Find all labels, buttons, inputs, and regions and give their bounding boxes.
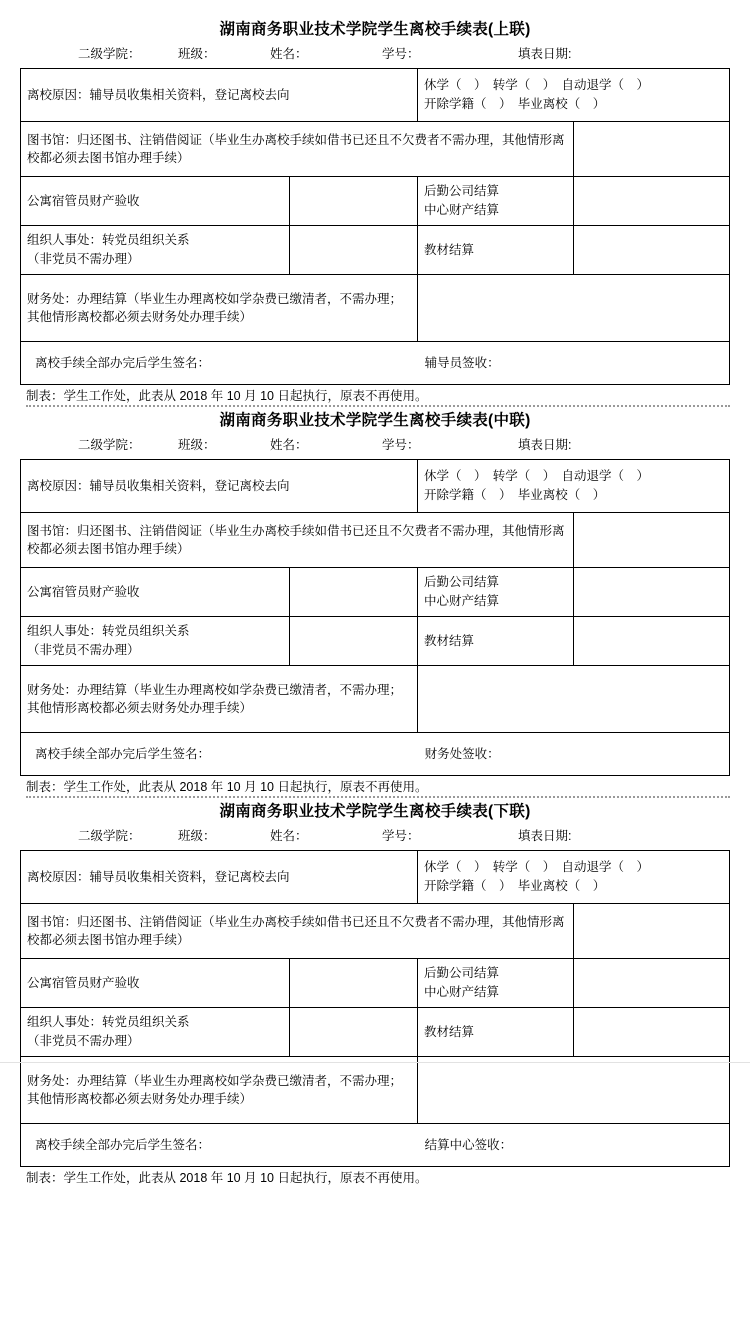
reason-label: 离校原因：辅导员收集相关资料，登记离校去向 [21,850,418,903]
choice-line-1: 休学（ ） 转学（ ） 自动退学（ ） [424,77,650,92]
meta-name: 姓名： [270,829,308,844]
table-row-dorm [21,567,730,616]
logistics-signature-cell[interactable] [574,176,730,225]
table-row-reason [21,459,730,512]
table-row-finance [21,1056,730,1123]
table-row-finance [21,274,730,341]
form-footnote [20,776,730,797]
footnote-text: 制表：学生工作处，此表从 2018 年 10 月 10 日起执行，原表不再使用。 [26,779,428,794]
logistics-label [418,176,574,225]
meta-student-id: 学号： [382,47,420,62]
logistics-signature-cell[interactable] [574,958,730,1007]
dorm-label: 公寓宿管员财产验收 [21,958,290,1007]
table-row-reason [21,68,730,121]
receiver-signature-label: 财务处签收： [424,746,500,761]
org-line-2: （非党员不需办理） [27,1033,140,1048]
org-label [21,616,290,665]
meta-date: 填表日期: [518,829,572,844]
library-label: 图书馆：归还图书、注销借阅证（毕业生办离校手续如借书已还且不欠费者不需办理，其他情形离校都必须去图书馆办理手续） [21,512,574,567]
logistics-line-1: 后勤公司结算 [424,575,500,590]
reason-choices [418,68,730,121]
reason-label: 离校原因：辅导员收集相关资料，登记离校去向 [21,459,418,512]
meta-date: 填表日期: [518,47,572,62]
org-label [21,1007,290,1056]
footnote-text: 制表：学生工作处，此表从 2018 年 10 月 10 日起执行，原表不再使用。 [26,388,428,403]
reason-label: 离校原因：辅导员收集相关资料，登记离校去向 [21,68,418,121]
library-label: 图书馆：归还图书、注销借阅证（毕业生办离校手续如借书已还且不欠费者不需办理，其他情形离校都必须去图书馆办理手续） [21,903,574,958]
finance-signature-cell[interactable] [418,665,730,732]
meta-student-id: 学号： [382,438,420,453]
dorm-signature-cell[interactable] [290,958,418,1007]
receiver-signature-label: 结算中心签收： [424,1137,513,1152]
table-row-library [21,512,730,567]
table-row-signature [21,1123,730,1166]
textbook-label: 教材结算 [418,616,574,665]
org-signature-cell[interactable] [290,225,418,274]
logistics-line-2: 中心财产结算 [424,202,500,217]
form-block-middle [20,411,730,796]
table-row-library [21,903,730,958]
student-signature-label: 离校手续全部办完后学生签名： [35,1137,211,1152]
org-signature-cell[interactable] [290,616,418,665]
table-row-dorm [21,176,730,225]
table-row-finance [21,665,730,732]
org-line-2: （非党员不需办理） [27,251,140,266]
textbook-signature-cell[interactable] [574,616,730,665]
meta-college: 二级学院： [78,438,141,453]
library-signature-cell[interactable] [574,903,730,958]
textbook-label: 教材结算 [418,225,574,274]
meta-date: 填表日期: [518,438,572,453]
choice-line-1: 休学（ ） 转学（ ） 自动退学（ ） [424,860,650,875]
form-meta-row [20,828,730,850]
finance-label: 财务处：办理结算（毕业生办理离校如学杂费已缴清者，不需办理；其他情形离校都必须去财务处办理手续） [21,274,418,341]
page-bottom-divider [0,1062,750,1063]
form-meta-row [20,46,730,68]
logistics-line-2: 中心财产结算 [424,593,500,608]
meta-college: 二级学院： [78,829,141,844]
table-row-signature [21,732,730,775]
form-table [20,68,730,385]
finance-label: 财务处：办理结算（毕业生办理离校如学杂费已缴清者，不需办理；其他情形离校都必须去财务处办理手续） [21,1056,418,1123]
form-table [20,850,730,1167]
org-line-2: （非党员不需办理） [27,642,140,657]
form-footnote [20,385,730,406]
student-signature-label: 离校手续全部办完后学生签名： [35,355,211,370]
org-line-1: 组织人事处：转党员组织关系 [27,232,190,247]
finance-signature-cell[interactable] [418,1056,730,1123]
form-title: 湖南商务职业技术学院学生离校手续表(上联) [219,21,531,38]
logistics-signature-cell[interactable] [574,567,730,616]
choice-line-2: 开除学籍（ ） 毕业离校（ ） [424,96,606,111]
footnote-text: 制表：学生工作处，此表从 2018 年 10 月 10 日起执行，原表不再使用。 [26,1170,428,1185]
org-line-1: 组织人事处：转党员组织关系 [27,624,190,639]
signature-cell [21,341,730,384]
signature-cell [21,1123,730,1166]
form-footnote [20,1167,730,1188]
meta-name: 姓名： [270,438,308,453]
student-signature-label: 离校手续全部办完后学生签名： [35,746,211,761]
table-row-org [21,225,730,274]
choice-line-2: 开除学籍（ ） 毕业离校（ ） [424,878,606,893]
meta-class: 班级： [178,829,216,844]
library-label: 图书馆：归还图书、注销借阅证（毕业生办离校手续如借书已还且不欠费者不需办理，其他情形离校都必须去图书馆办理手续） [21,121,574,176]
table-row-reason [21,850,730,903]
choice-line-1: 休学（ ） 转学（ ） 自动退学（ ） [424,469,650,484]
textbook-signature-cell[interactable] [574,1007,730,1056]
signature-cell [21,732,730,775]
textbook-label: 教材结算 [418,1007,574,1056]
org-signature-cell[interactable] [290,1007,418,1056]
table-row-signature [21,341,730,384]
logistics-line-2: 中心财产结算 [424,984,500,999]
meta-class: 班级： [178,438,216,453]
finance-label: 财务处：办理结算（毕业生办理离校如学杂费已缴清者，不需办理；其他情形离校都必须去财务处办理手续） [21,665,418,732]
form-title: 湖南商务职业技术学院学生离校手续表(中联) [219,412,531,430]
meta-student-id: 学号： [382,829,420,844]
reason-choices [418,850,730,903]
reason-choices [418,459,730,512]
logistics-line-1: 后勤公司结算 [424,966,500,981]
dotted-separator [26,405,730,407]
dorm-signature-cell[interactable] [290,176,418,225]
table-row-org [21,616,730,665]
org-line-1: 组织人事处：转党员组织关系 [27,1015,190,1030]
org-label [21,225,290,274]
receiver-signature-label: 辅导员签收： [424,355,500,370]
table-row-dorm [21,958,730,1007]
table-row-library [21,121,730,176]
logistics-line-1: 后勤公司结算 [424,183,500,198]
table-row-org [21,1007,730,1056]
logistics-label [418,958,574,1007]
dorm-signature-cell[interactable] [290,567,418,616]
library-signature-cell[interactable] [574,121,730,176]
dorm-label: 公寓宿管员财产验收 [21,567,290,616]
meta-class: 班级： [178,47,216,62]
form-block-upper [20,20,730,405]
choice-line-2: 开除学籍（ ） 毕业离校（ ） [424,487,606,502]
form-block-lower [20,802,730,1187]
meta-college: 二级学院： [78,47,141,62]
meta-name: 姓名： [270,47,308,62]
form-meta-row [20,437,730,459]
form-table [20,459,730,776]
dorm-label: 公寓宿管员财产验收 [21,176,290,225]
library-signature-cell[interactable] [574,512,730,567]
textbook-signature-cell[interactable] [574,225,730,274]
form-title: 湖南商务职业技术学院学生离校手续表(下联) [219,803,531,821]
logistics-label [418,567,574,616]
finance-signature-cell[interactable] [418,274,730,341]
dotted-separator [26,796,730,798]
